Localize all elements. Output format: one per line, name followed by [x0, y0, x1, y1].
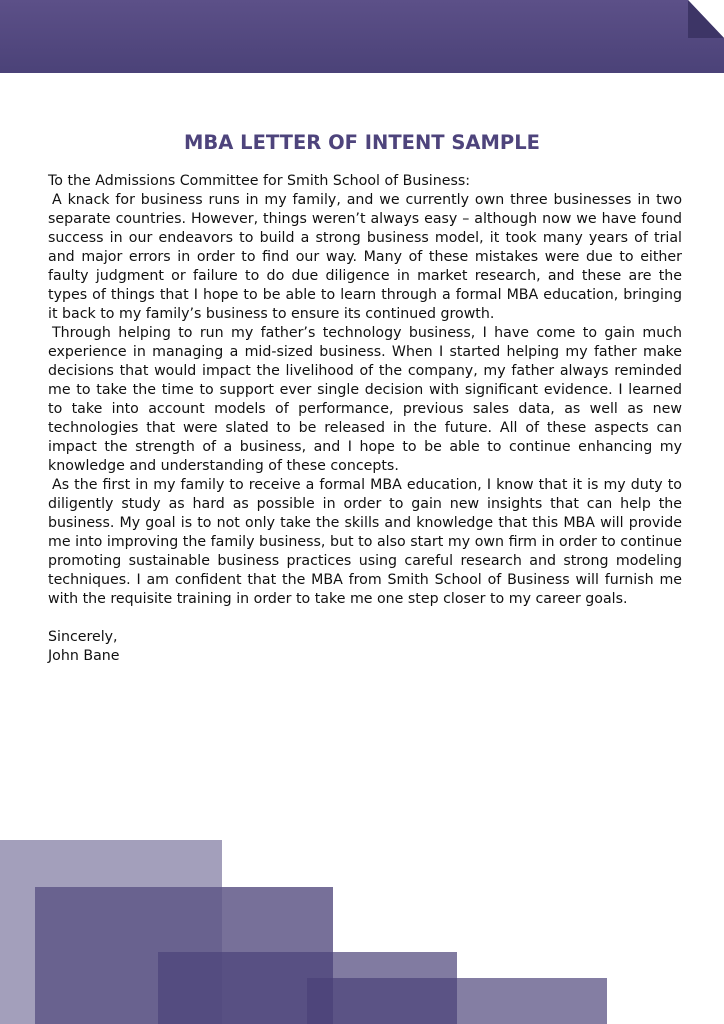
- letter-signature: John Bane: [48, 648, 120, 664]
- decorative-block-4: [307, 978, 607, 1024]
- letter-salutation: To the Admissions Committee for Smith School of Business:: [48, 173, 471, 189]
- letter-paragraph-2: Through helping to run my father’s technology business, I have come to gain much experience in managing a mid-sized business. When I started helping my father make decisions that would impact the livelihood of the company, my father always reminded me to take the time to support ever single decision with significant evidence. I learned to take into account models of performance, previous sales data, as well as new technologies that were slated to be released in the future. All of these aspects can impact the strength of a business, and I hope to be able to continue enhancing my knowledge and understanding of these concepts.: [48, 325, 682, 474]
- letter-paragraph-3: As the first in my family to receive a formal MBA education, I know that it is my duty to diligently study as hard as possible in order to gain new insights that can help the business. My goal is to not only take the skills and knowledge that this MBA will provide me into improving the family business, but to also start my own firm in order to continue promoting sustainable business practices using careful research and strong modeling techniques. I am confident that the MBA from Smith School of Business will furnish me with the requisite training in order to take me one step closer to my career goals.: [48, 477, 682, 607]
- header-band: [0, 0, 724, 73]
- document-title: MBA LETTER OF INTENT SAMPLE: [184, 131, 540, 154]
- letter-closing: Sincerely,: [48, 629, 118, 645]
- letter-paragraph-1: A knack for business runs in my family, and we currently own three businesses in two separate countries. However, things weren’t always easy – although now we have found success in our endeavors to build a strong business model, it took many years of trial and major errors in order to find our way. Many of these mistakes were due to either faulty judgment or failure to do due diligence in market research, and these are the types of things that I hope to be able to learn through a formal MBA education, bringing it back to my family’s business to ensure its continued growth.: [48, 192, 682, 322]
- letter-body: [48, 172, 682, 666]
- page-corner-fold: [688, 0, 724, 38]
